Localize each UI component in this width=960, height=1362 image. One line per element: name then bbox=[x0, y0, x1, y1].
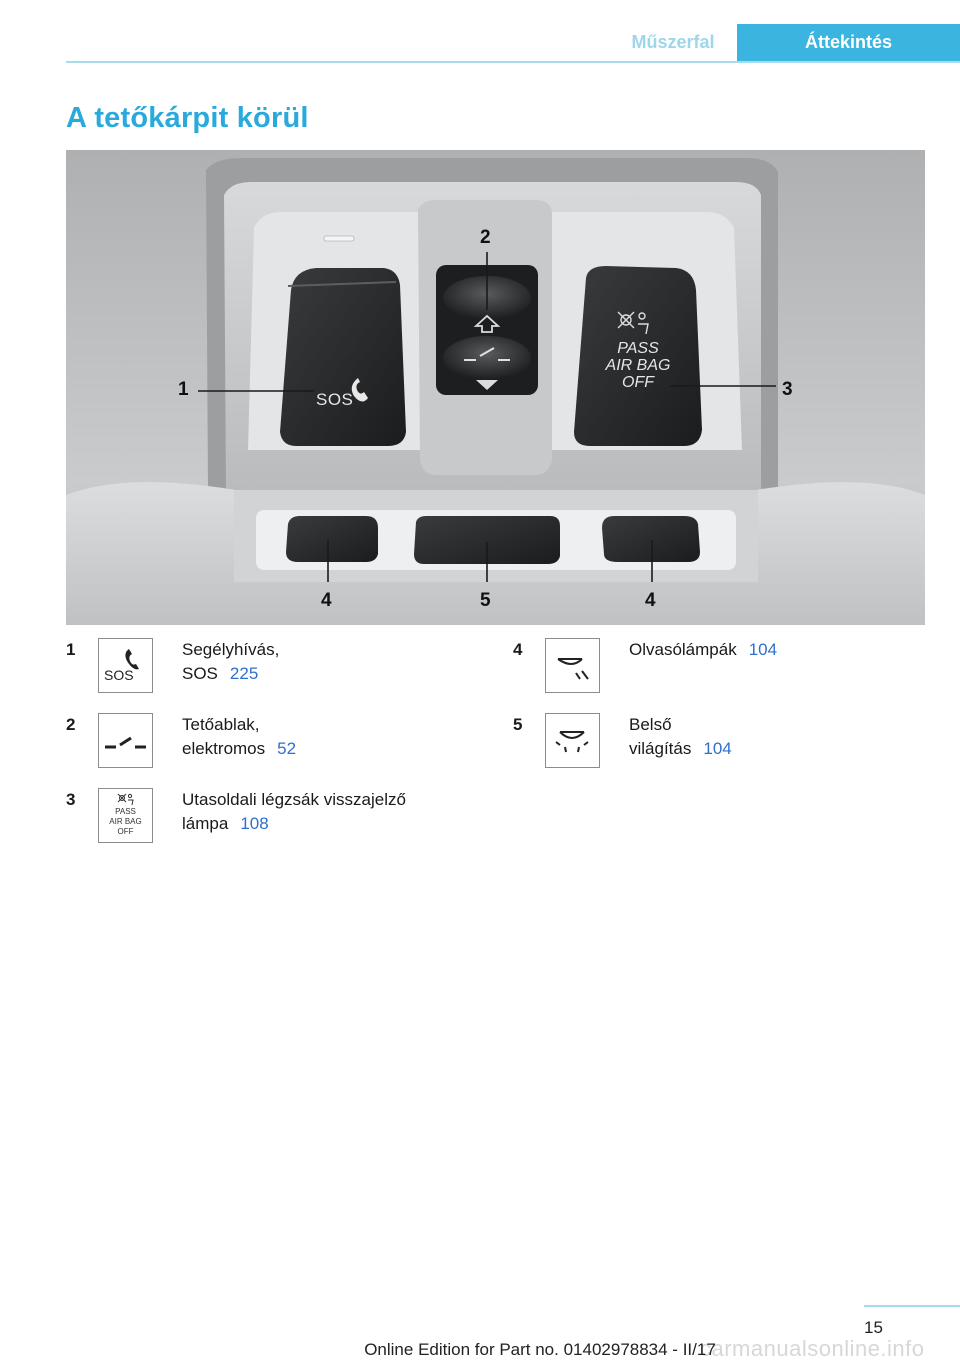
footer-edition: Online Edition for Part no. 01402978834 - II/17 bbox=[364, 1340, 716, 1359]
callout-4-right: 4 bbox=[645, 590, 656, 611]
page-ref-link[interactable]: 52 bbox=[277, 739, 297, 758]
legend-label-text: lámpa bbox=[182, 814, 229, 833]
page-ref-link[interactable]: 108 bbox=[240, 814, 269, 833]
reading-lamp-icon bbox=[545, 638, 600, 693]
airbag-line-2: AIR BAG bbox=[605, 357, 671, 374]
airbag-icon-line: OFF bbox=[117, 827, 134, 836]
legend-number: 5 bbox=[513, 715, 523, 734]
airbag-icon-text bbox=[99, 807, 152, 837]
sunroof-icon bbox=[98, 713, 153, 768]
airbag-line-3: OFF bbox=[622, 374, 654, 391]
tab-muszerfal[interactable]: Műszerfal bbox=[631, 32, 715, 52]
airbag-icon-line: PASS bbox=[115, 807, 136, 816]
sos-button-label: SOS bbox=[316, 390, 354, 409]
callout-4-left: 4 bbox=[321, 590, 332, 611]
legend-label-text: Olvasólámpák bbox=[629, 640, 737, 659]
legend-label-text: Tetőablak, elektromos bbox=[182, 715, 266, 758]
footer-divider bbox=[864, 1305, 960, 1307]
callout-3: 3 bbox=[782, 379, 793, 400]
callout-2: 2 bbox=[480, 227, 491, 248]
airbag-line-1: PASS bbox=[617, 340, 659, 357]
airbag-button-label bbox=[590, 340, 686, 391]
airbag-icon-line: AIR BAG bbox=[109, 817, 142, 826]
page-ref-link[interactable]: 104 bbox=[748, 640, 778, 659]
page-ref-link[interactable]: 104 bbox=[703, 739, 732, 758]
callout-5: 5 bbox=[480, 590, 491, 611]
legend-number: 2 bbox=[66, 715, 76, 734]
page-ref-link[interactable]: 225 bbox=[229, 664, 259, 683]
legend-label bbox=[629, 638, 777, 662]
legend-number: 1 bbox=[66, 640, 76, 659]
page-number: 15 bbox=[864, 1318, 883, 1337]
legend-label bbox=[182, 788, 472, 836]
legend-label-text: Segélyhívás, SOS bbox=[182, 640, 280, 683]
sos-icon-text: SOS bbox=[104, 667, 134, 683]
legend-label bbox=[182, 713, 296, 761]
legend-number: 4 bbox=[513, 640, 523, 659]
legend-label-text: Utasoldali légzsák visszajelző bbox=[182, 790, 406, 809]
page-title: A tetőkárpit körül bbox=[66, 102, 309, 134]
legend-label-text: Belső világítás bbox=[629, 715, 692, 758]
sos-phone-icon bbox=[98, 638, 153, 693]
callout-1: 1 bbox=[178, 379, 189, 400]
header-divider bbox=[66, 61, 960, 63]
legend-label bbox=[629, 713, 732, 761]
passenger-airbag-off-icon bbox=[98, 788, 153, 843]
watermark: carmanualsonline.info bbox=[700, 1336, 925, 1361]
legend-label bbox=[182, 638, 279, 686]
tab-attekintes[interactable]: Áttekintés bbox=[737, 24, 960, 61]
interior-light-icon bbox=[545, 713, 600, 768]
legend-number: 3 bbox=[66, 790, 76, 809]
overhead-console-photo bbox=[66, 150, 925, 625]
